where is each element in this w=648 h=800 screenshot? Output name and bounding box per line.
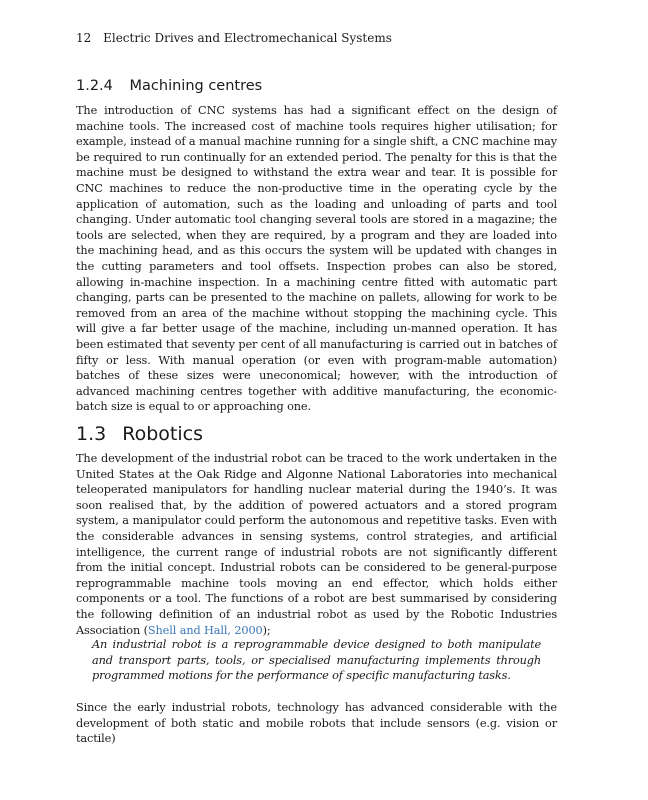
subsection-title: Machining centres bbox=[129, 78, 263, 94]
section-heading bbox=[76, 421, 203, 447]
machining-centres-paragraph: The introduction of CNC systems has had a significant effect on the design of machine tools. The increased cost of machine tools requires higher utilisation; for example, instead of a manual machine running for a single shift, a CNC machine may be required to run continually for an extended period. The penalty for this is that the machine must be designed to withstand the extra wear and tear. It is possible for CNC machines to reduce the non-productive time in the operating cycle by the application of automation, such as the loading and unloading of parts and tool changing. Under automatic tool changing several tools are stored in a magazine; the tools are selected, when they are required, by a program and they are loaded into the machining head, and as this occurs the system will be updated with changes in the cutting parameters and tool offsets. Inspection probes can also be stored, allowing in-machine inspection. In a machining centre fitted with automatic part changing, parts can be presented to the machine on pallets, allowing for work to be removed from an area of the machine without stopping the machining cycle. This will give a far better usage of the machine, including un-manned operation. It has been estimated that seventy per cent of all manufacturing is carried out in batches of fifty or less. With manual operation (or even with program-mable automation) batches of these sizes were uneconomical; however, with the introduction of advanced machining centres together with additive manufacturing, the economic-batch size is equal to or approaching one. bbox=[76, 104, 557, 414]
subsection-number: 1.2.4 bbox=[76, 78, 113, 94]
subsection-heading bbox=[76, 76, 262, 96]
page-number: 12 bbox=[76, 31, 92, 45]
robot-definition-quote: An industrial robot is a reprogrammable device designed to both manipulate and transport parts, tools, or specialised manufacturing implements through programmed motions for the performance of specific manufacturing tasks. bbox=[92, 638, 541, 683]
robotics-paragraph-text: The development of the industrial robot can be traced to the work undertaken in the United States at the Oak Ridge and Algonne National Laboratories into mechanical teleoperated manipulators for handling nuclear material during the 1940’s. It was soon realised that, by the addition of powered actuators and a stored program system, a manipulator could perform the autonomous and repetitive tasks. Even with the considerable advances in sensing systems, control strategies, and artificial intelligence, the current range of industrial robots are not significantly different from the initial concept. Industrial robots can be considered to be general-purpose reprogrammable machine tools moving an end effector, which holds either components or a tool. The functions of a robot are best summarised by considering the following definition of an industrial robot as used by the Robotic Industries Association ( bbox=[76, 452, 557, 637]
book-title: Electric Drives and Electromechanical Systems bbox=[103, 31, 392, 45]
robotics-paragraph bbox=[76, 451, 557, 638]
section-title: Robotics bbox=[122, 423, 203, 445]
section-number: 1.3 bbox=[76, 423, 107, 445]
citation-link[interactable]: Shell and Hall, 2000 bbox=[147, 623, 263, 637]
closing-paragraph: Since the early industrial robots, technology has advanced considerable with the development of both static and mobile robots that include sensors (e.g. vision or tactile) bbox=[76, 701, 557, 746]
robotics-paragraph-end: ); bbox=[262, 623, 271, 637]
running-head bbox=[76, 30, 392, 46]
